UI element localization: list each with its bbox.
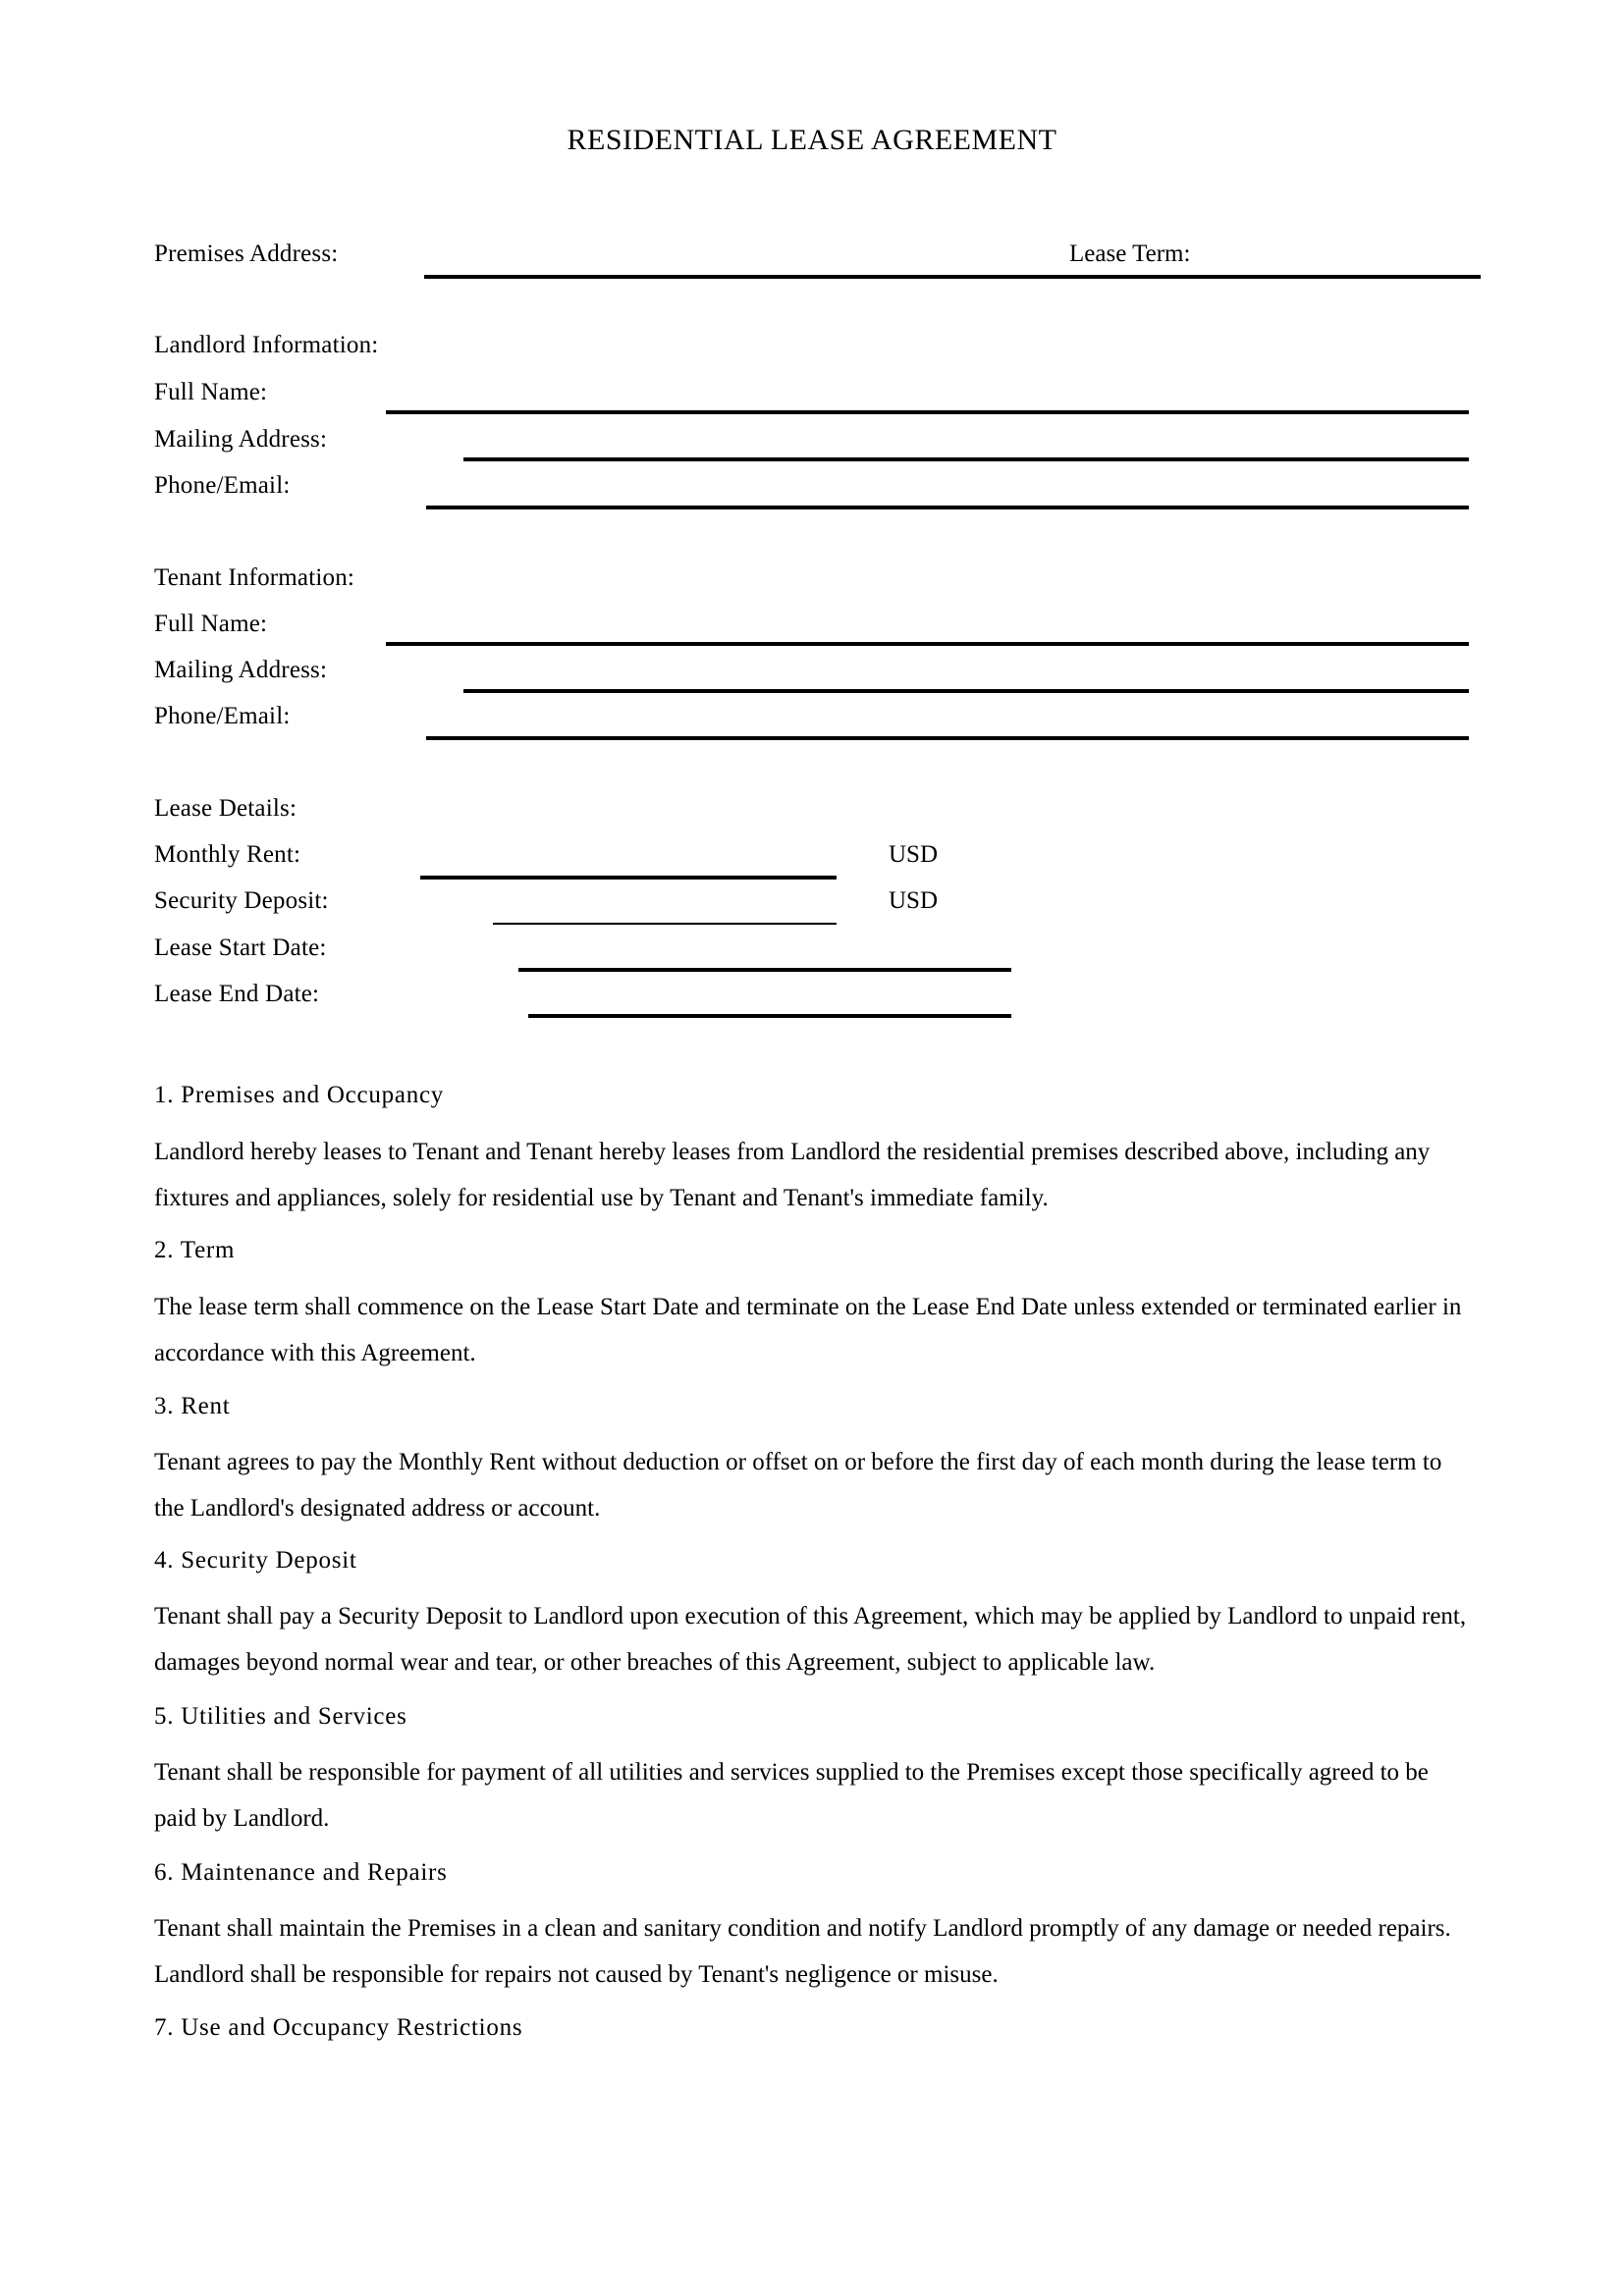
landlord-full-name-input-rule[interactable] xyxy=(386,410,1469,414)
clause-body-5: Tenant shall be responsible for payment of all utilities and services supplied to the Premises except those specifically agreed to be paid by Landlord. xyxy=(154,1759,1429,1832)
security-deposit-input-rule[interactable] xyxy=(493,923,837,925)
tenant-section-label: Tenant Information: xyxy=(154,564,355,591)
landlord-section-label: Landlord Information: xyxy=(154,332,379,358)
clause-heading-2: 2. Term xyxy=(154,1237,236,1263)
clause-heading-3: 3. Rent xyxy=(154,1393,231,1419)
clause-body-4: Tenant shall pay a Security Deposit to Landlord upon execution of this Agreement, which may be applied by Landlord to unpaid rent, damages beyond normal wear and tear, or other breaches of this Agreement, subject to applicable law. xyxy=(154,1603,1467,1676)
landlord-phone-email-input-rule[interactable] xyxy=(426,506,1469,509)
landlord-phone-email-label: Phone/Email: xyxy=(154,472,291,499)
clause-heading-1: 1. Premises and Occupancy xyxy=(154,1082,445,1108)
clause-heading-5: 5. Utilities and Services xyxy=(154,1703,407,1730)
lease-end-date-input-rule[interactable] xyxy=(528,1014,1011,1018)
tenant-full-name-label: Full Name: xyxy=(154,611,268,637)
premises-address-label: Premises Address: xyxy=(154,240,339,267)
clause-body-3: Tenant agrees to pay the Monthly Rent without deduction or offset on or before the first day of each month during the lease term to the Landlord's designated address or account. xyxy=(154,1449,1442,1522)
monthly-rent-currency: USD xyxy=(889,841,939,868)
security-deposit-label: Security Deposit: xyxy=(154,887,329,914)
lease-end-date-label: Lease End Date: xyxy=(154,981,320,1007)
page-title: RESIDENTIAL LEASE AGREEMENT xyxy=(567,124,1057,156)
landlord-mailing-address-label: Mailing Address: xyxy=(154,426,328,453)
clause-heading-7: 7. Use and Occupancy Restrictions xyxy=(154,2014,523,2041)
lease-term-label: Lease Term: xyxy=(1069,240,1191,267)
tenant-mailing-address-input-rule[interactable] xyxy=(463,689,1469,693)
clause-body-1: Landlord hereby leases to Tenant and Tenant hereby leases from Landlord the residential premises described above, including any fixtures and appliances, solely for residential use by Tenant and Tenant's immediate family. xyxy=(154,1139,1431,1211)
lease-details-section-label: Lease Details: xyxy=(154,795,298,822)
landlord-mailing-address-input-rule[interactable] xyxy=(463,457,1469,461)
monthly-rent-input-rule[interactable] xyxy=(420,876,837,880)
monthly-rent-label: Monthly Rent: xyxy=(154,841,301,868)
tenant-mailing-address-label: Mailing Address: xyxy=(154,657,328,683)
clause-body-6: Tenant shall maintain the Premises in a clean and sanitary condition and notify Landlord promptly of any damage or needed repairs. Landlord shall be responsible for repairs not caused by Tenant's negligence or misuse. xyxy=(154,1915,1451,1988)
landlord-full-name-label: Full Name: xyxy=(154,379,268,405)
clause-body-2: The lease term shall commence on the Lease Start Date and terminate on the Lease End Date unless extended or terminated earlier in accordance with this Agreement. xyxy=(154,1294,1462,1366)
premises-address-input-rule[interactable] xyxy=(424,275,1481,279)
tenant-full-name-input-rule[interactable] xyxy=(386,642,1469,646)
clause-heading-6: 6. Maintenance and Repairs xyxy=(154,1859,448,1886)
lease-start-date-input-rule[interactable] xyxy=(518,968,1011,972)
tenant-phone-email-input-rule[interactable] xyxy=(426,736,1469,740)
lease-start-date-label: Lease Start Date: xyxy=(154,934,327,961)
tenant-phone-email-label: Phone/Email: xyxy=(154,703,291,729)
clause-heading-4: 4. Security Deposit xyxy=(154,1547,357,1574)
security-deposit-currency: USD xyxy=(889,887,939,914)
